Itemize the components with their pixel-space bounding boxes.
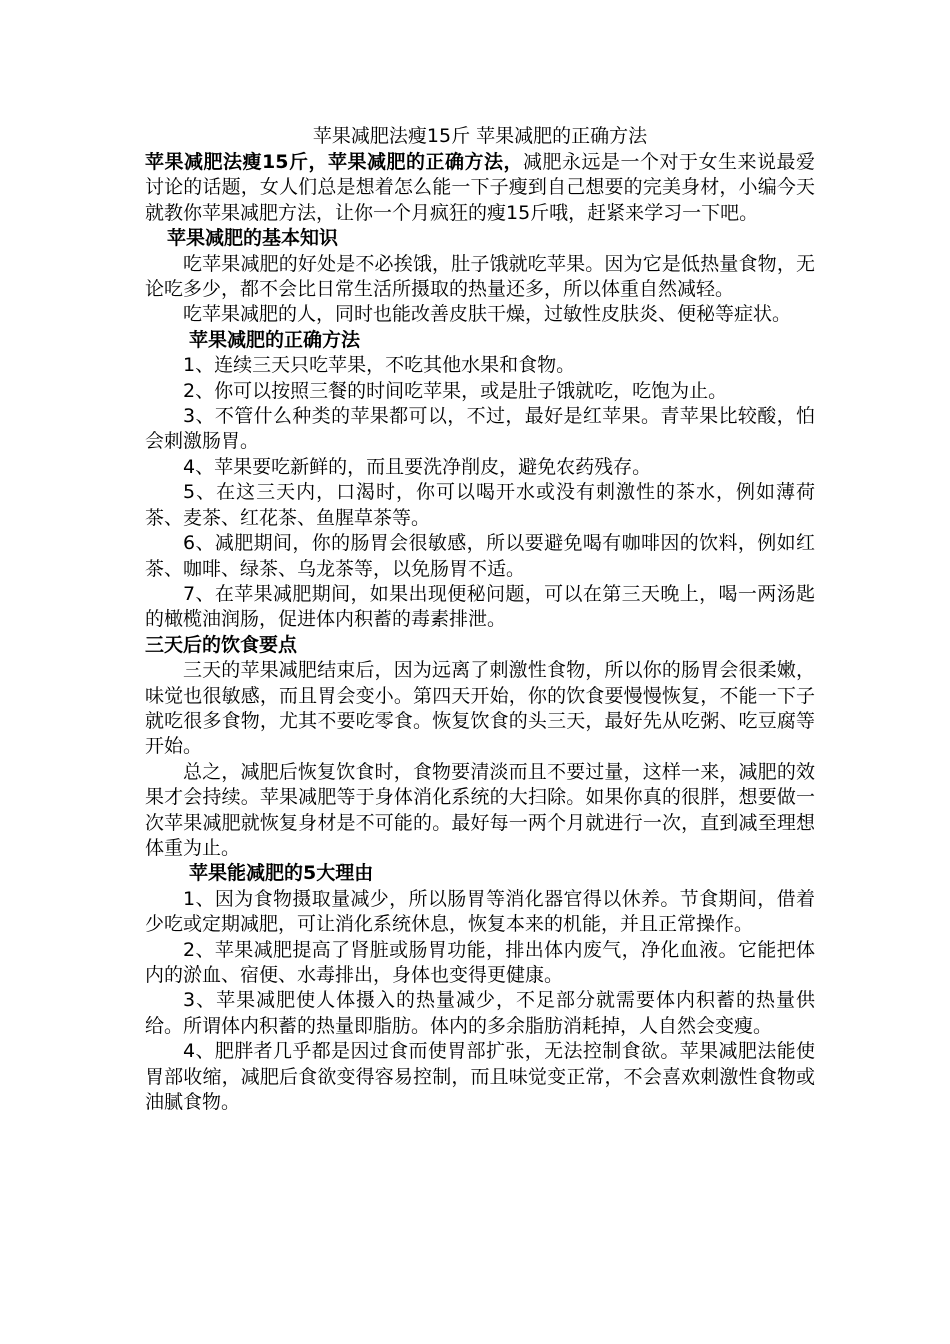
reason-item: 4、肥胖者几乎都是因过食而使胃部扩张，无法控制食欲。苹果减肥法能使胃部收缩，减肥后食欲变得容易控制，而且味觉变正常，不会喜欢刺激性食物或油腻食物。 — [145, 1040, 815, 1114]
intro-text: 减肥永远是一个对于女生来说最爱讨论的话题，女人们总是想着怎么能一下子瘦到自己想要的完美身材，小编今天就教你苹果减肥方法，让你一个月疯狂的瘦15斤哦，赶紧来学习一下吧。 — [145, 151, 815, 224]
intro-paragraph — [145, 150, 815, 226]
method-item: 5、在这三天内，口渴时，你可以喝开水或没有刺激性的茶水，例如薄荷茶、麦茶、红花茶、鱼腥草茶等。 — [145, 481, 815, 529]
intro-lead: 苹果减肥法瘦15斤，苹果减肥的正确方法， — [145, 151, 523, 173]
diet-paragraph: 三天的苹果减肥结束后，因为远离了刺激性食物，所以你的肠胃会很柔嫩，味觉也很敏感，而且胃会变小。第四天开始，你的饮食要慢慢恢复，不能一下子就吃很多食物，尤其不要吃零食。恢复饮食的头三天，最好先从吃粥、吃豆腐等开始。 — [145, 659, 815, 758]
section-heading-basics: 苹果减肥的基本知识 — [167, 227, 339, 250]
section-heading-diet: 三天后的饮食要点 — [145, 633, 298, 656]
document-page — [145, 123, 815, 1115]
diet-paragraph: 总之，减肥后恢复饮食时，食物要清淡而且不要过量，这样一来，减肥的效果才会持续。苹果减肥等于身体消化系统的大扫除。如果你真的很胖，想要做一次苹果减肥就恢复身材是不可能的。最好每一两个月就进行一次，直到减至理想体重为止。 — [145, 760, 815, 859]
document-title: 苹果减肥法瘦15斤 苹果减肥的正确方法 — [312, 125, 648, 147]
method-item: 4、苹果要吃新鲜的，而且要洗净削皮，避免农药残存。 — [183, 455, 652, 478]
reason-item: 2、苹果减肥提高了肾脏或肠胃功能，排出体内废气，净化血液。它能把体内的淤血、宿便、水毒排出，身体也变得更健康。 — [145, 938, 815, 986]
reason-item: 1、因为食物摄取量减少，所以肠胃等消化器官得以休养。节食期间，借着少吃或定期减肥，可让消化系统休息，恢复本来的机能，并且正常操作。 — [145, 887, 815, 936]
section-heading-method: 苹果减肥的正确方法 — [189, 328, 361, 351]
reason-item: 3、苹果减肥使人体摄入的热量减少，不足部分就需要体内积蓄的热量供给。所谓体内积蓄的热量即脂肪。体内的多余脂肪消耗掉，人自然会变瘦。 — [145, 989, 815, 1037]
method-item: 1、连续三天只吃苹果，不吃其他水果和食物。 — [183, 354, 576, 377]
method-item: 7、在苹果减肥期间，如果出现便秘问题，可以在第三天晚上，喝一两汤匙的橄榄油润肠，促进体内积蓄的毒素排泄。 — [145, 582, 815, 631]
method-item: 3、不管什么种类的苹果都可以，不过，最好是红苹果。青苹果比较酸，怕会刺激肠胃。 — [145, 405, 815, 453]
method-item: 2、你可以按照三餐的时间吃苹果，或是肚子饿就吃，吃饱为止。 — [183, 379, 728, 402]
section-heading-reasons: 苹果能减肥的5大理由 — [189, 862, 374, 885]
method-item: 6、减肥期间，你的肠胃会很敏感，所以要避免喝有咖啡因的饮料，例如红茶、咖啡、绿茶、乌龙茶等，以免肠胃不适。 — [145, 532, 815, 580]
basics-paragraph: 吃苹果减肥的人，同时也能改善皮肤干燥，过敏性皮肤炎、便秘等症状。 — [183, 303, 792, 326]
basics-paragraph: 吃苹果减肥的好处是不必挨饿，肚子饿就吃苹果。因为它是低热量食物，无论吃多少，都不会比日常生活所摄取的热量还多，所以体重自然减轻。 — [145, 252, 815, 301]
